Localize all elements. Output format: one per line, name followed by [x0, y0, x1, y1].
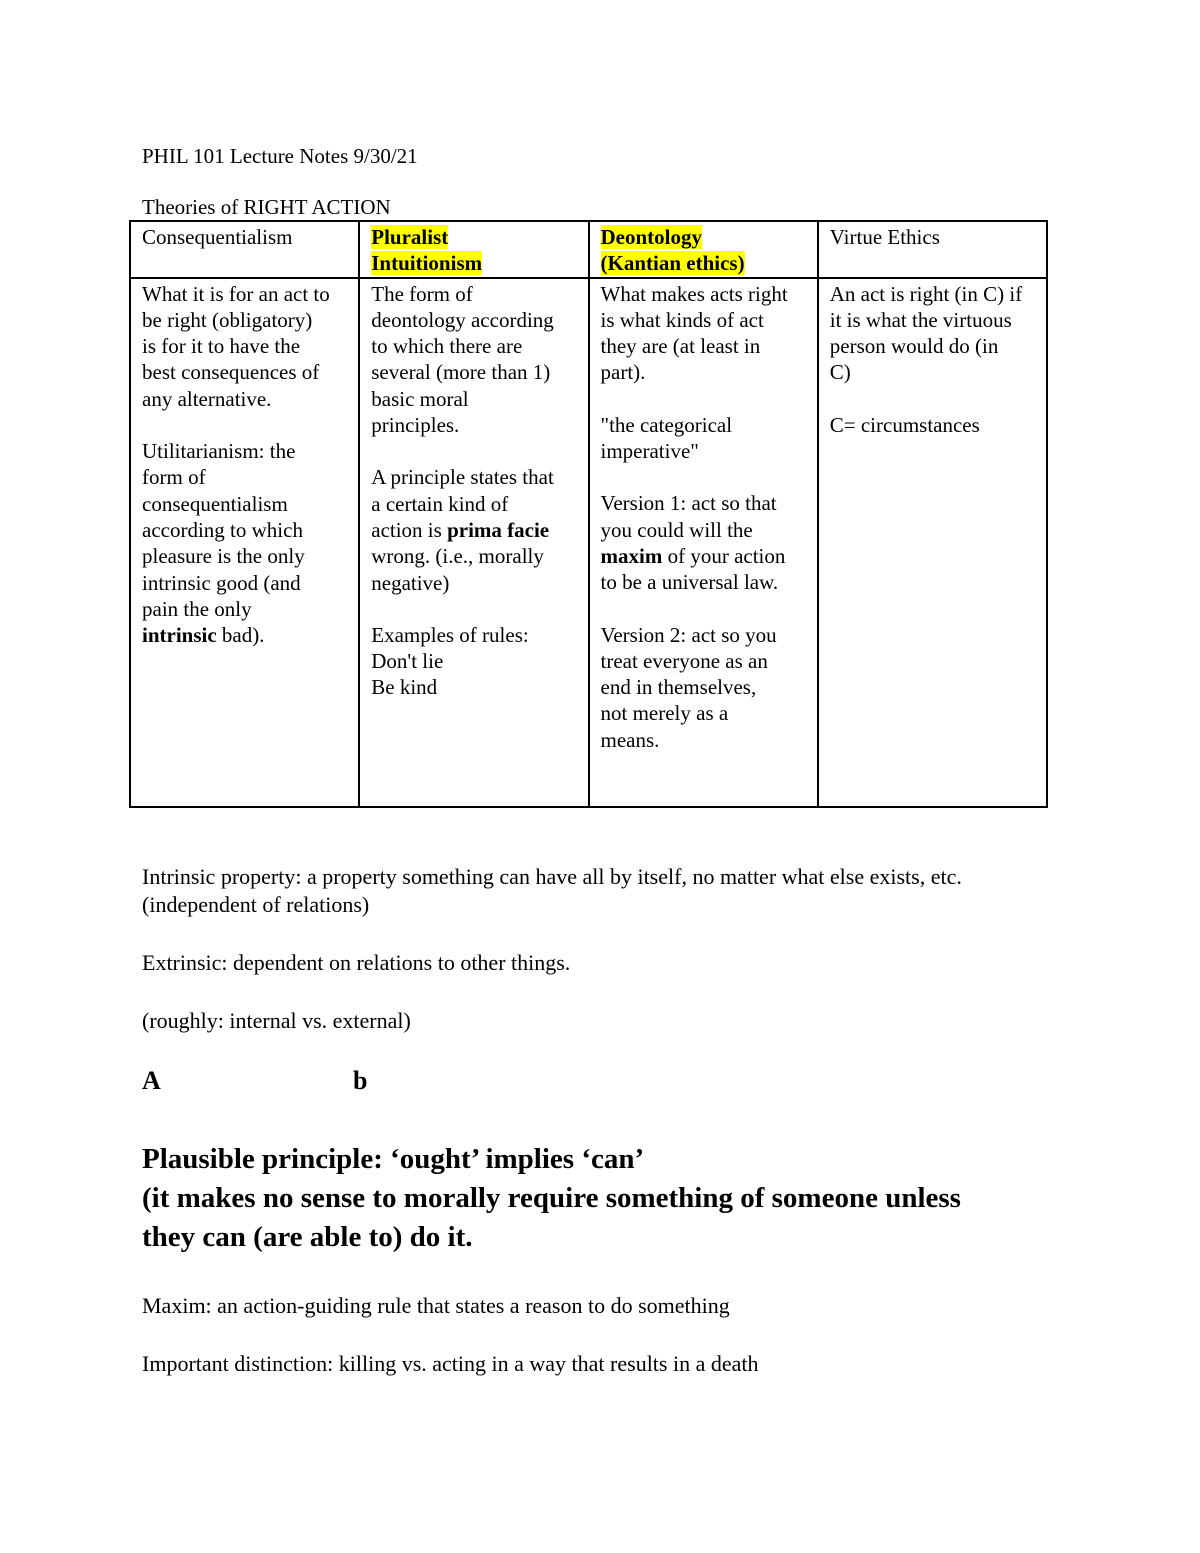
cell-line [601, 543, 807, 569]
cell-paragraph [830, 412, 1036, 438]
cell-paragraph [371, 622, 577, 701]
cell-line: Examples of rules: [371, 622, 529, 647]
cell-line: deontology according [371, 307, 554, 332]
important-distinction: Important distinction: killing vs. acting in a way that results in a death [142, 1351, 759, 1376]
cell-line: according to which [142, 517, 303, 542]
cell-line: form of [142, 465, 206, 490]
cell-line: be right (obligatory) [142, 307, 313, 332]
maxim-definition: Maxim: an action-guiding rule that states a reason to do something [142, 1293, 730, 1318]
cell-line: imperative" [600, 439, 699, 464]
roughly-note: (roughly: internal vs. external) [142, 1008, 411, 1033]
cell-line: The form of [371, 281, 473, 306]
cell-line: they are (at least in [600, 334, 761, 359]
cell-line: wrong. (i.e., morally [371, 544, 544, 569]
cell-paragraph [601, 281, 807, 386]
cell-line: treat everyone as an [600, 648, 768, 673]
cell-line: means. [600, 727, 660, 752]
cell-line: consequentialism [142, 491, 288, 516]
cell-line: part). [600, 360, 646, 385]
plausible-principle [142, 1140, 1142, 1257]
cell-line: intrinsic good (and [142, 570, 301, 595]
cell-line [142, 622, 348, 648]
table-body-row [130, 278, 1047, 807]
theories-table [129, 220, 1048, 808]
plausible-line: Plausible principle: ‘ought’ implies ‘can’ [142, 1143, 645, 1175]
header-label-highlighted: Pluralist [371, 225, 449, 249]
cell-line: best consequences of [142, 360, 320, 385]
extrinsic-definition: Extrinsic: dependent on relations to other things. [142, 950, 571, 975]
cell-paragraph [830, 281, 1036, 386]
cell-paragraph [371, 281, 577, 439]
table-header-row [130, 221, 1047, 278]
cell-paragraph [601, 622, 807, 753]
cell-line: Version 1: act so that [600, 491, 777, 516]
cell-paragraph [601, 412, 807, 465]
cell-line: to which there are [371, 334, 523, 359]
cell-line: Don't lie [371, 649, 444, 674]
cell-line: you could will the [600, 517, 753, 542]
cell-consequentialism [130, 278, 359, 807]
cell-line: to be a universal law. [600, 570, 779, 595]
cell-line: pain the only [142, 596, 252, 621]
cell-line: "the categorical [600, 412, 733, 437]
plausible-line: they can (are able to) do it. [142, 1221, 473, 1253]
cell-line: What it is for an act to [142, 281, 330, 306]
header-pluralist-intuitionism [359, 221, 588, 278]
header-label: Virtue Ethics [829, 225, 940, 249]
cell-deontology [589, 278, 818, 807]
cell-line: it is what the virtuous [829, 307, 1012, 332]
cell-line [371, 517, 577, 543]
cell-line: principles. [371, 413, 460, 438]
table-title: Theories of RIGHT ACTION [142, 195, 391, 219]
letter-b: b [353, 1066, 368, 1095]
cell-virtue-ethics [818, 278, 1047, 807]
plausible-line: (it makes no sense to morally require something of someone unless [142, 1182, 961, 1214]
header-label-highlighted: (Kantian ethics) [600, 251, 745, 276]
header-label: Consequentialism [142, 225, 293, 249]
cell-line: end in themselves, [600, 675, 757, 700]
header-deontology [589, 221, 818, 278]
document-title: PHIL 101 Lecture Notes 9/30/21 [142, 144, 418, 168]
cell-text: action is [371, 517, 448, 542]
cell-line: a certain kind of [371, 491, 509, 516]
cell-line: Version 2: act so you [600, 622, 777, 647]
cell-line: Be kind [371, 675, 438, 700]
cell-paragraph [142, 438, 348, 648]
cell-line: Utilitarianism: the [142, 439, 296, 464]
cell-line: pleasure is the only [142, 544, 305, 569]
cell-text: of your action [662, 543, 786, 568]
cell-line: person would do (in [829, 334, 999, 359]
cell-line: is what kinds of act [600, 307, 764, 332]
header-label-highlighted: Intuitionism [371, 251, 483, 276]
bold-term: prima facie [447, 517, 550, 542]
cell-line: An act is right (in C) if [829, 281, 1023, 306]
cell-line: not merely as a [600, 701, 729, 726]
cell-line: basic moral [371, 386, 469, 411]
cell-line: several (more than 1) [371, 360, 551, 385]
cell-pluralist-intuitionism [359, 278, 588, 807]
cell-line: C= circumstances [829, 412, 980, 437]
header-virtue-ethics [818, 221, 1047, 278]
cell-line: C) [829, 360, 851, 385]
cell-text: bad). [216, 623, 265, 648]
bold-term: intrinsic [142, 623, 217, 648]
cell-line: is for it to have the [142, 334, 301, 359]
intrinsic-definition: Intrinsic property: a property something can have all by itself, no matter what else exists, etc. (independent of relations) [142, 864, 962, 917]
cell-line: A principle states that [371, 465, 554, 490]
header-consequentialism [130, 221, 359, 278]
bold-term: maxim [600, 543, 663, 568]
cell-line: any alternative. [142, 386, 272, 411]
cell-paragraph [601, 490, 807, 595]
cell-line: What makes acts right [600, 281, 788, 306]
letter-a: A [142, 1066, 161, 1095]
header-label-highlighted: Deontology [600, 225, 702, 249]
cell-paragraph [142, 281, 348, 412]
cell-paragraph [371, 464, 577, 595]
cell-line: negative) [371, 570, 450, 595]
